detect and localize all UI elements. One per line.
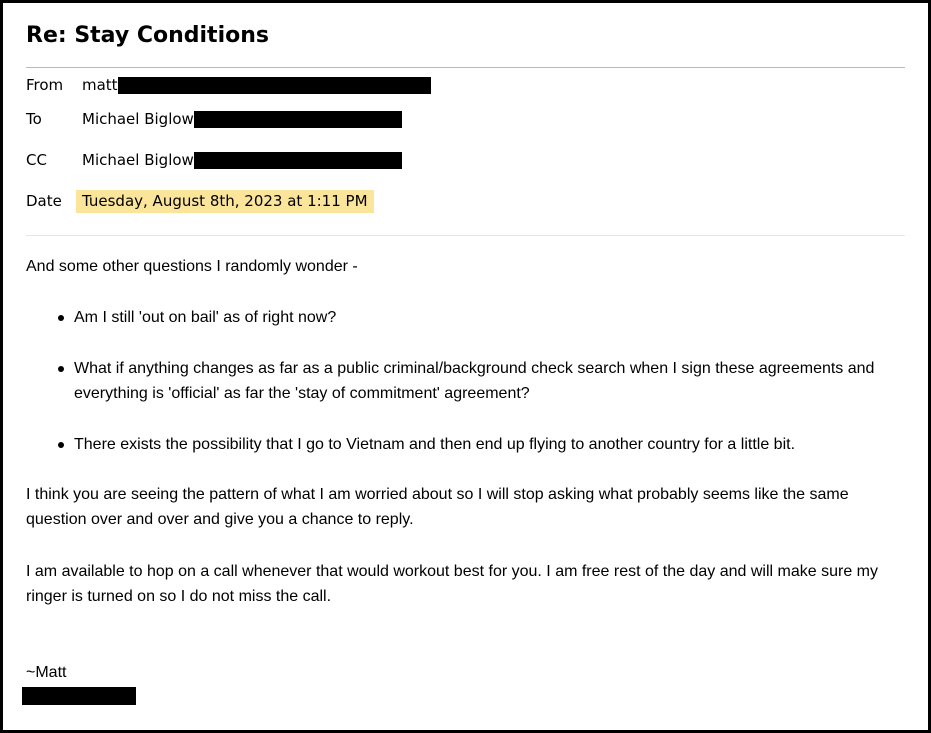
cc-label: CC — [26, 151, 47, 169]
list-item: There exists the possibility that I go to Vietnam and then end up flying to another country for a little bit. — [74, 432, 931, 457]
cc-value — [82, 151, 402, 169]
body-divider — [26, 235, 905, 236]
list-item: Am I still 'out on bail' as of right now? — [74, 305, 931, 330]
signature: ~Matt — [26, 664, 67, 681]
from-label: From — [26, 76, 64, 94]
from-name: matt — [82, 76, 118, 94]
date-label: Date — [26, 192, 62, 210]
signature-redaction — [22, 687, 136, 705]
from-address-redaction — [118, 77, 431, 94]
email-subject: Re: Stay Conditions — [26, 23, 269, 48]
body-paragraph-2: I am available to hop on a call whenever that would workout best for you. I am free rest of the day and will make sure my ringer is turned on so I do not miss the call. — [26, 563, 878, 605]
body-intro: And some other questions I randomly wonder - — [26, 258, 358, 275]
to-label: To — [26, 110, 42, 128]
body-paragraph-1: I think you are seeing the pattern of what I am worried about so I will stop asking what probably seems like the same question over and over and give you a chance to reply. — [26, 486, 849, 528]
to-address-redaction — [194, 111, 402, 128]
cc-name: Michael Biglow — [82, 151, 194, 169]
list-item: What if anything changes as far as a public criminal/background check search when I sign these agreements and everything is 'official' as far the 'stay of commitment' agreement? — [74, 356, 931, 406]
to-name: Michael Biglow — [82, 110, 194, 128]
date-highlight: Tuesday, August 8th, 2023 at 1:11 PM — [76, 190, 374, 213]
question-list — [26, 305, 931, 483]
cc-address-redaction — [194, 152, 402, 169]
date-value — [82, 192, 374, 210]
to-value — [82, 110, 402, 128]
header-divider — [26, 67, 905, 68]
from-value — [82, 76, 431, 94]
